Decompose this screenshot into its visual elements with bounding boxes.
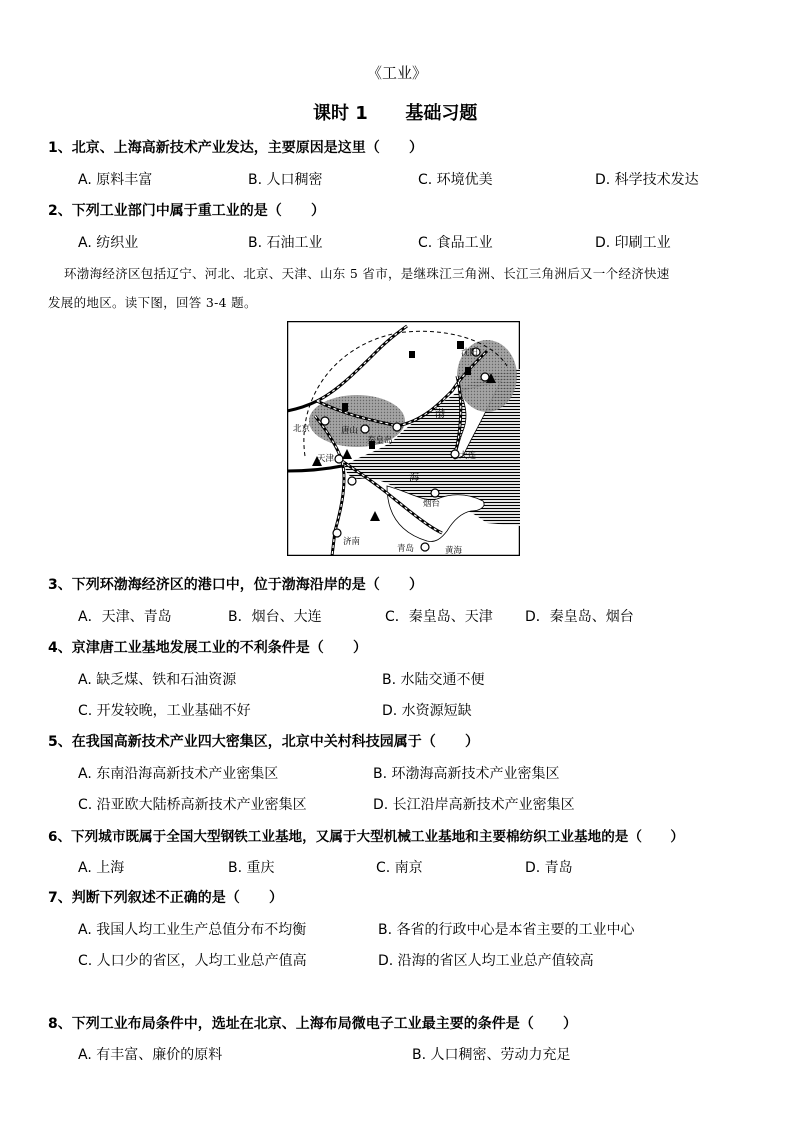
question-6-option-d: D. 青岛 <box>525 860 573 876</box>
question-8-option-b: B. 人口稠密、劳动力充足 <box>412 1047 571 1063</box>
question-2-option-d: D. 印刷工业 <box>595 235 671 251</box>
question-2-option-a: A. 纺织业 <box>78 235 139 251</box>
map-label-yantai: 烟台 <box>423 499 441 509</box>
bohai-economic-zone-map <box>287 321 520 556</box>
question-6-option-a: A. 上海 <box>78 860 125 876</box>
question-7-option-d: D. 沿海的省区人均工业总产值较高 <box>378 953 594 969</box>
question-5-option-c: C. 沿亚欧大陆桥高新技术产业密集区 <box>78 797 307 813</box>
question-4-option-c: C. 开发较晚，工业基础不好 <box>78 703 251 719</box>
map-label-huanghai: 黄海 <box>445 546 463 556</box>
map-label-hai: 海 <box>409 473 419 484</box>
question-3-option-d: D．秦皇岛、烟台 <box>525 609 634 625</box>
intro-line-1: 环渤海经济区包括辽宁、河北、北京、天津、山东 5 省市，是继珠江三角洲、长江三角洲后又一个经济快速 <box>64 266 670 281</box>
question-8-option-a: A. 有丰富、廉价的原料 <box>78 1047 223 1063</box>
question-1-option-a: A. 原料丰富 <box>78 172 153 188</box>
map-label-qingdao: 青岛 <box>397 544 415 554</box>
question-6-stem: 6、下列城市既属于全国大型钢铁工业基地，又属于大型机械工业基地和主要棉纺织工业基地的是（ ） <box>48 829 684 845</box>
intro-line-2: 发展的地区。读下图，回答 3-4 题。 <box>48 295 257 310</box>
question-3-stem: 3、下列环渤海经济区的港口中，位于渤海沿岸的是（ ） <box>48 577 423 593</box>
question-6-option-c: C. 南京 <box>376 860 423 876</box>
document-title: 《工业》 <box>367 64 428 82</box>
question-8-stem: 8、下列工业布局条件中，选址在北京、上海布局微电子工业最主要的条件是（ ） <box>48 1016 577 1032</box>
map-label-tianjin: 天津 <box>317 454 335 464</box>
question-6-option-b: B. 重庆 <box>228 860 275 876</box>
question-4-option-a: A. 缺乏煤、铁和石油资源 <box>78 672 237 688</box>
map-label-shenyang: 沈阳 <box>461 348 479 358</box>
question-5-option-a: A. 东南沿海高新技术产业密集区 <box>78 766 279 782</box>
question-1-option-c: C. 环境优美 <box>418 172 493 188</box>
map-label-beijing: 北京 <box>293 424 311 434</box>
question-2-stem: 2、下列工业部门中属于重工业的是（ ） <box>48 203 325 219</box>
question-2-option-b: B. 石油工业 <box>248 235 323 251</box>
question-7-option-c: C. 人口少的省区，人均工业总产值高 <box>78 953 307 969</box>
question-7-option-b: B. 各省的行政中心是本省主要的工业中心 <box>378 922 635 938</box>
map-label-tangshan: 唐山 <box>341 426 359 436</box>
question-7-stem: 7、判断下列叙述不正确的是（ ） <box>48 890 283 906</box>
question-4-stem: 4、京津唐工业基地发展工业的不利条件是（ ） <box>48 640 367 656</box>
question-5-stem: 5、在我国高新技术产业四大密集区，北京中关村科技园属于（ ） <box>48 734 479 750</box>
map-label-dalian: 大连 <box>459 451 477 461</box>
question-5-option-b: B. 环渤海高新技术产业密集区 <box>373 766 560 782</box>
question-1-option-b: B. 人口稠密 <box>248 172 323 188</box>
question-5-option-d: D. 长江沿岸高新技术产业密集区 <box>373 797 575 813</box>
question-1-stem: 1、北京、上海高新技术产业发达，主要原因是这里（ ） <box>48 140 423 156</box>
question-3-option-c: C．秦皇岛、天津 <box>385 609 493 625</box>
map-label-bo: 渤 <box>435 409 445 420</box>
question-7-option-a: A. 我国人均工业生产总值分布不均衡 <box>78 922 307 938</box>
lesson-subtitle: 课时 1 基础习题 <box>313 103 478 124</box>
question-4-option-d: D. 水资源短缺 <box>382 703 472 719</box>
question-1-option-d: D. 科学技术发达 <box>595 172 699 188</box>
map-label-qinhuangdao: 秦皇岛 <box>367 436 393 446</box>
question-4-option-b: B. 水陆交通不便 <box>382 672 485 688</box>
question-3-option-a: A．天津、青岛 <box>78 609 172 625</box>
question-2-option-c: C. 食品工业 <box>418 235 493 251</box>
map-label-jinan: 济南 <box>343 537 361 547</box>
question-3-option-b: B．烟台、大连 <box>228 609 322 625</box>
